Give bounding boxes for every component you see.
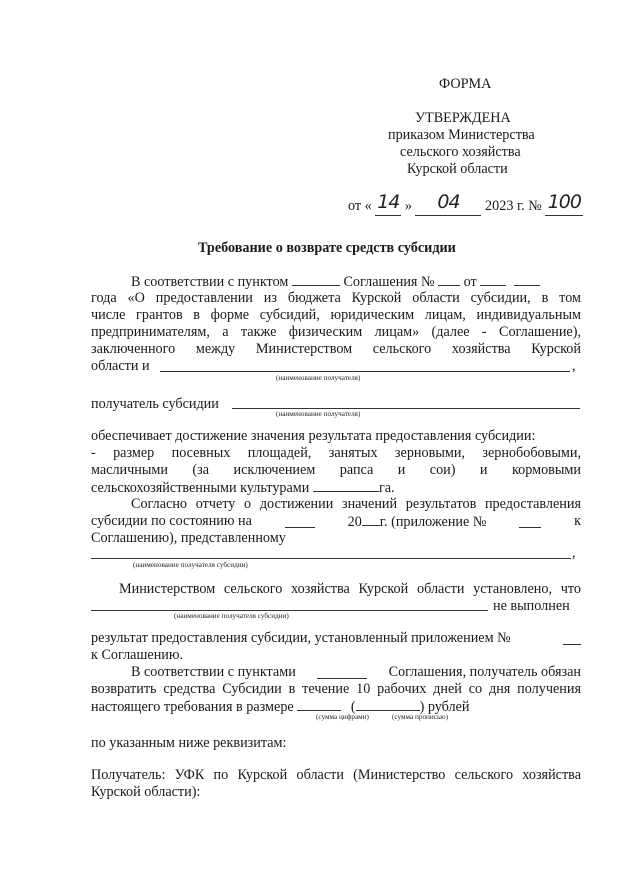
- agreement-number-blank: [438, 273, 460, 286]
- para2-line3: масличными (за исключением рапса и сои) и кормовыми: [91, 462, 581, 478]
- amount-words-blank: [356, 698, 420, 711]
- para3-line3: Соглашению), представленному: [91, 530, 286, 546]
- para4-line3: результат предоставления субсидии, установленный приложением №: [91, 630, 581, 647]
- para1-line3: числе грантов в форме субсидий, юридическим лицам, индивидуальным: [91, 307, 581, 323]
- caption-recipient-name-4: (наименование получателя субсидии): [174, 612, 289, 620]
- form-label: ФОРМА: [439, 76, 492, 92]
- recipient-name-line-3: [91, 558, 571, 559]
- para3-line2: субсидии по состоянию на 20 г. (приложение № к: [91, 513, 581, 530]
- para5-line3: настоящего требования в размере ( ) рублей: [91, 699, 470, 715]
- order-line-3: Курской области: [407, 161, 508, 177]
- para5-line1: В соответствии с пунктами Соглашения, получатель обязан: [131, 664, 581, 680]
- para1-line6: области и: [91, 358, 150, 374]
- recipient-name-line-1: [160, 371, 570, 372]
- para2-line2: - размер посевных площадей, занятых зерновыми, зернобобовыми,: [91, 445, 581, 461]
- page-title: Требование о возврате средств субсидии: [198, 240, 456, 256]
- agreement-year-blank: [514, 273, 540, 286]
- appendix-number-blank: [519, 515, 541, 528]
- para2-line1: обеспечивает достижение значения результата предоставления субсидии:: [91, 428, 536, 444]
- para1-line2: года «О предоставлении из бюджета Курской области субсидии, в том: [91, 290, 581, 306]
- area-blank: [313, 479, 379, 492]
- para1-line1: В соответствии с пунктом Соглашения № от: [131, 273, 540, 291]
- order-line-1: приказом Министерства: [388, 127, 535, 143]
- order-line-2: сельского хозяйства: [400, 144, 521, 160]
- report-year-blank: [362, 513, 380, 526]
- order-date-line: от « 14 » 04 2023 г. № 100: [348, 193, 583, 216]
- year-text: 2023 г. №: [485, 198, 542, 214]
- agreement-date-blank: [480, 273, 506, 286]
- payee-line2: Курской области):: [91, 784, 201, 800]
- para1-line5: заключенного между Министерством сельского хозяйства Курской: [91, 341, 581, 357]
- appendix-number-blank-2: [563, 632, 581, 645]
- details-intro: по указанным ниже реквизитам:: [91, 735, 287, 751]
- month-value: 04: [437, 191, 460, 213]
- approved-label: УТВЕРЖДЕНА: [415, 110, 511, 126]
- para4-not-fulfilled: не выполнен: [493, 598, 570, 614]
- payee-line1: Получатель: УФК по Курской области (Министерство сельского хозяйства: [91, 767, 581, 783]
- caption-amount-digits: (сумма цифрами): [316, 713, 369, 721]
- para4-line1: Министерством сельского хозяйства Курской области установлено, что: [119, 581, 581, 597]
- date-prefix: от «: [348, 198, 372, 214]
- para1-line4: предпринимателям, а также физическим лицам» (далее - Соглашение),: [91, 324, 581, 340]
- points-blank: [317, 666, 367, 679]
- report-date-blank: [285, 515, 315, 528]
- recipient-name-line-4: [91, 610, 488, 611]
- para2-line4: сельскохозяйственными культурами га.: [91, 480, 395, 496]
- point-blank: [292, 273, 340, 286]
- amount-digits-blank: [297, 698, 341, 711]
- recipient-name-line-2: [232, 408, 580, 409]
- para5-line2: возвратить средства Субсидии в течение 10 рабочих дней со дня получения: [91, 681, 581, 697]
- caption-recipient-name-2: (наименование получателя): [276, 410, 361, 418]
- day-value: 14: [377, 191, 400, 213]
- para3-line1: Согласно отчету о достижении значений результатов предоставления: [131, 496, 581, 512]
- recipient-label: получатель субсидии: [91, 396, 219, 412]
- caption-recipient-name-3: (наименование получателя субсидии): [133, 561, 248, 569]
- para4-line4: к Соглашению.: [91, 647, 184, 663]
- caption-amount-words: (сумма прописью): [392, 713, 448, 721]
- caption-recipient-name-1: (наименование получателя): [276, 374, 361, 382]
- order-number-value: 100: [547, 191, 581, 213]
